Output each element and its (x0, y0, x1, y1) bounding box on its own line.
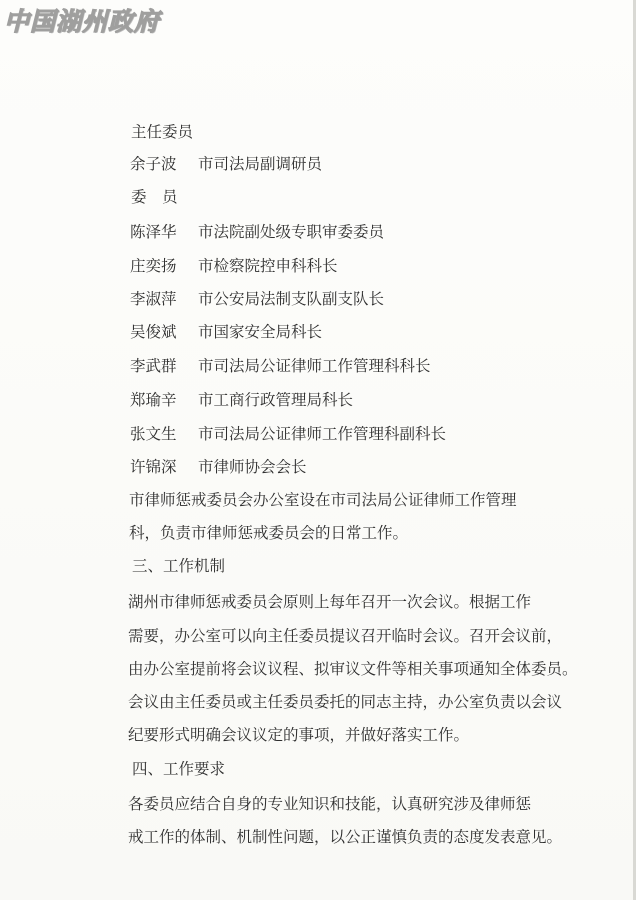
member-title: 市司法局公证律师工作管理科副科长 (198, 425, 447, 443)
member-name: 庄奕扬 (130, 257, 177, 275)
member-title: 市公安局法制支队副支队长 (198, 290, 385, 308)
section3-line: 由办公室提前将会议议程、拟审议文件等相关事项通知全体委员。 (128, 660, 578, 678)
section4-heading: 四、工作要求 (132, 760, 226, 778)
member-title: 市法院副处级专职审委委员 (198, 223, 385, 241)
director-row (130, 154, 322, 174)
director-title: 市司法局副调研员 (198, 155, 323, 173)
site-watermark: 中国湖州政府 (4, 7, 161, 36)
member-row (130, 390, 353, 410)
section3-heading: 三、工作机制 (132, 557, 226, 575)
member-title: 市司法局公证律师工作管理科科长 (198, 357, 431, 375)
member-row (130, 289, 384, 309)
members-heading: 委 员 (131, 188, 178, 206)
member-name: 许锦深 (130, 458, 177, 476)
member-name: 李淑萍 (130, 290, 177, 308)
director-name: 余子波 (130, 155, 177, 173)
member-row (130, 356, 431, 376)
office-paragraph-line: 市律师惩戒委员会办公室设在市司法局公证律师工作管理 (129, 491, 517, 509)
member-name: 张文生 (130, 425, 177, 443)
section3-line: 湖州市律师惩戒委员会原则上每年召开一次会议。根据工作 (128, 593, 532, 611)
section3-line: 纪要形式明确会议议定的事项，并做好落实工作。 (128, 726, 470, 744)
member-row (130, 256, 338, 276)
member-name: 郑瑜辛 (130, 391, 177, 409)
member-name: 陈泽华 (130, 223, 177, 241)
member-title: 市国家安全局科长 (198, 323, 323, 341)
member-row (130, 424, 446, 444)
member-row (130, 222, 384, 242)
section3-line: 会议由主任委员或主任委员委托的同志主持，办公室负责以会议 (128, 693, 563, 711)
section3-line: 需要，办公室可以向主任委员提议召开临时会议。召开会议前， (128, 627, 563, 645)
member-title: 市检察院控申科科长 (198, 257, 338, 275)
office-paragraph-line: 科，负责市律师惩戒委员会的日常工作。 (129, 524, 409, 542)
member-row (130, 322, 322, 342)
member-name: 吴俊斌 (130, 323, 177, 341)
member-title: 市工商行政管理局科长 (198, 391, 354, 409)
member-title: 市律师协会会长 (198, 458, 307, 476)
section4-line: 戒工作的体制、机制性问题，以公正谨慎负责的态度发表意见。 (128, 828, 563, 846)
director-heading: 主任委员 (131, 123, 194, 141)
section4-line: 各委员应结合自身的专业知识和技能，认真研究涉及律师惩 (128, 795, 532, 813)
member-row (130, 457, 307, 477)
member-name: 李武群 (130, 357, 177, 375)
